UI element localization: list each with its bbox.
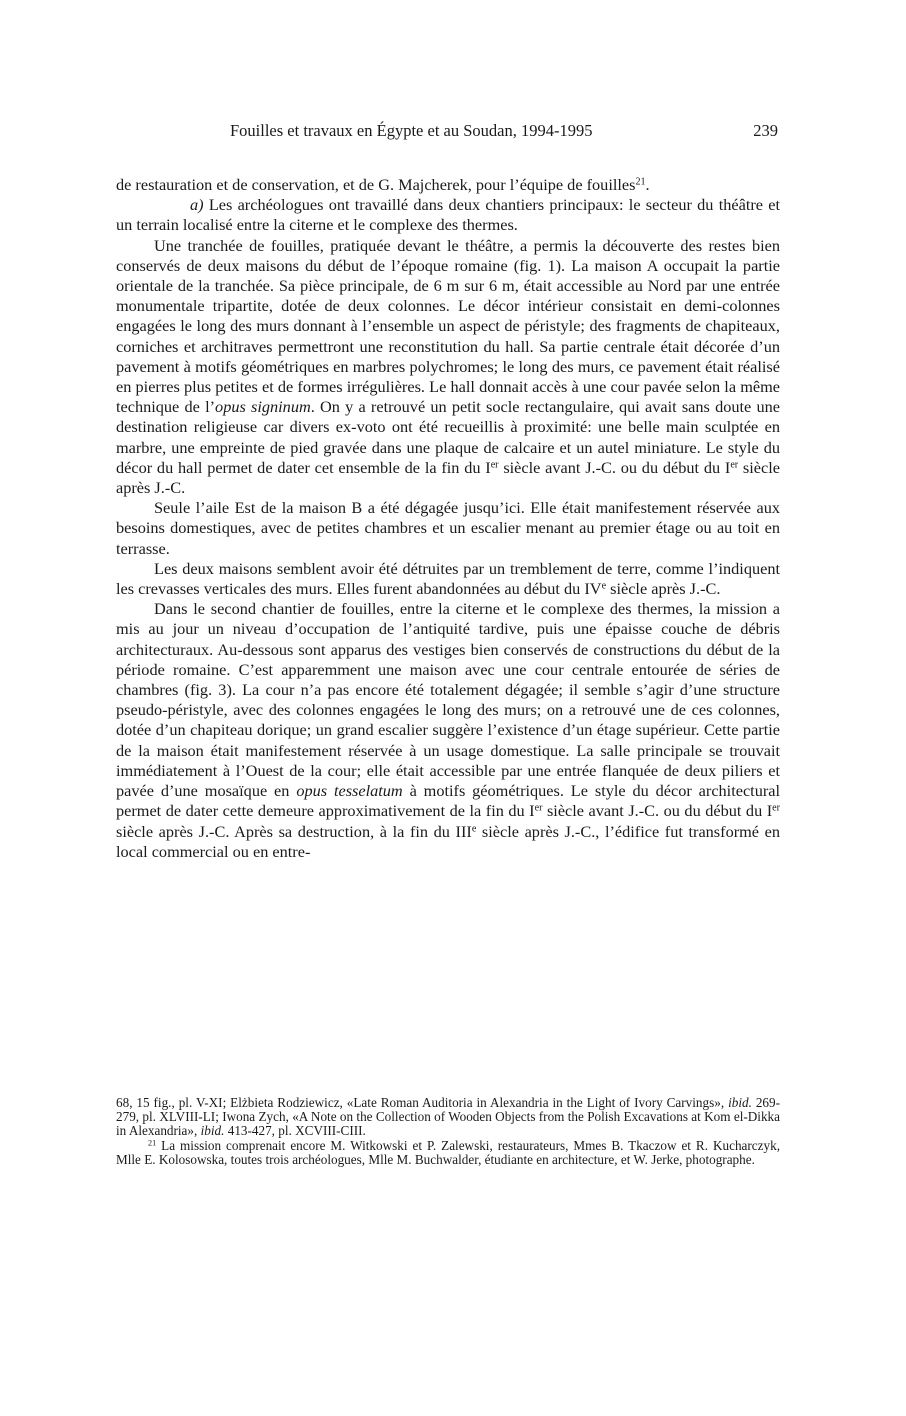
footnote-ref-21[interactable]: 21 xyxy=(635,176,646,188)
footnote-number: 21 xyxy=(148,1138,157,1148)
paragraph-5: Les deux maisons semblent avoir été détruites par un tremblement de terre, comme l’indiquent les crevasses verticales des murs. Elles furent abandonnées au début du IVe siècle après J.-C. xyxy=(116,558,780,599)
paragraph-6: Dans le second chantier de fouilles, entre la citerne et le complexe des thermes, la mission a mis au jour un niveau d’occupation de l’antiquité tardive, puis une épaisse couche de débris architecturaux. Au-dessous sont apparus des vestiges bien conservés de constructions du début de la période romaine. C’est apparemment une maison avec une cour centrale entourée de séries de chambres (fig. 3). La cour n’a pas encore été totalement dégagée; il semble s’agir d’une structure pseudo-péristyle, avec des colonnes engagées le long des murs; on a retrouvé une de ces colonnes, dotée d’un chapiteau dorique; un grand escalier suggère l’existence d’un étage supérieur. Cette partie de la maison était manifestement réservée à un usage domestique. La salle principale se trouvait immédiatement à l’Ouest de la cour; elle était accessible par une entrée flanquée de deux piliers et pavée d’une mosaïque en opus tesselatum à motifs géométriques. Le style du décor architectural permet de dater cette demeure approximativement de la fin du Ier siècle avant J.-C. ou du début du Ier siècle après J.-C. Après sa destruction, à la fin du IIIe siècle après J.-C., l’édifice fut transformé en local commercial ou en entre- xyxy=(116,599,781,861)
running-header xyxy=(116,121,780,143)
document-page xyxy=(116,0,780,1416)
paragraph-1: de restauration et de conservation, et de G. Majcherek, pour l’équipe de fouilles$^{21}$. xyxy=(116,175,650,194)
paragraph-2: a) Les archéologues ont travaillé dans deux chantiers principaux: le secteur du théâtre et un terrain localisé entre la citerne et le complexe des thermes. xyxy=(116,195,780,235)
footnote-21: $^{21}$ La mission comprenait encore M. Witkowski et P. Zalewski, restaurateurs, Mmes B. Tkaczow et R. Kucharczyk, Mlle E. Kolosowska, toutes trois archéologues, Mlle M. Buchwalder, étudiante en architecture, et W. Jerke, photographe. xyxy=(116,1137,780,1167)
main-text xyxy=(116,175,780,862)
footnote-continuation: 68, 15 fig., pl. V-XI; Elżbieta Rodziewicz, «Late Roman Auditoria in Alexandria in the Light of Ivory Carvings», ibid. 269-279, pl. XLVIII-LI; Iwona Zych, «A Note on the Collection of Wooden Objects from the Polish Excavations at Kom el-Dikka in Alexandria», ibid. 413-427, pl. XCVIII-CIII. xyxy=(116,1095,780,1139)
running-title: Fouilles et travaux en Égypte et au Soudan, 1994-1995 xyxy=(230,121,593,140)
section-label: a) xyxy=(190,195,204,215)
paragraph-3: Une tranchée de fouilles, pratiquée devant le théâtre, a permis la découverte des restes bien conservés de deux maisons du début de l’époque romaine (fig. 1). La maison A occupait la partie orientale de la tranchée. Sa pièce principale, de 6 m sur 6 m, était accessible au Nord par une entrée monumentale tripartite, dotée de deux colonnes. Le décor intérieur consistait en demi-colonnes engagées le long des murs donnant à l’ensemble un aspect de péristyle; des fragments de chapiteaux, corniches et architraves permettront une reconstitution du hall. Sa partie centrale était décorée d’un pavement à motifs géométriques en marbres polychromes; le long des murs, ce pavement était réalisé en pierres plus petites et de formes irrégulières. Le hall donnait accès à une cour pavée selon la même technique de l’opus signinum. On y a retrouvé un petit socle rectangulaire, qui avait sans doute une destination religieuse car divers ex-voto ont été recueillis à proximité: une belle main sculptée en marbre, une empreinte de pied gravée dans une plaque de calcaire et un autel miniature. Le style du décor du hall permet de dater cet ensemble de la fin du Ier siècle avant J.-C. ou du début du Ier siècle après J.-C. xyxy=(116,235,780,498)
footnotes xyxy=(116,1096,780,1167)
page-number: 239 xyxy=(753,121,778,140)
paragraph-4: Seule l’aile Est de la maison B a été dégagée jusqu’ici. Elle était manifestement réservée aux besoins domestiques, avec de petites chambres et un escalier menant au premier étage ou au toit en terrasse. xyxy=(116,498,780,558)
